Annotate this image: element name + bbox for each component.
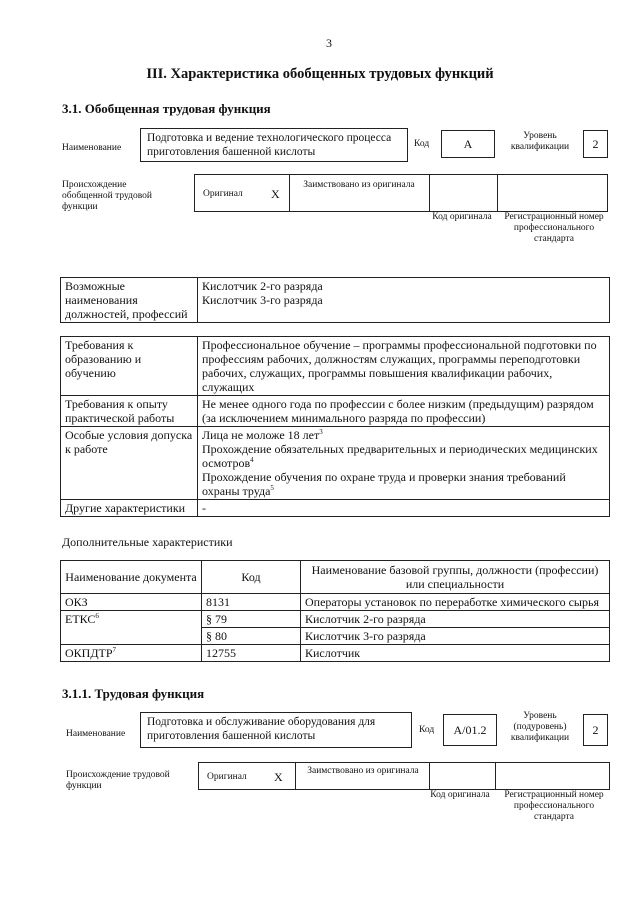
tf-code-original-caption: Код оригинала <box>430 790 490 800</box>
section-title: III. Характеристика обобщенных трудовых функций <box>146 66 494 82</box>
additional-name: Кислотчик 3-го разряда <box>301 628 610 645</box>
divider <box>495 763 496 789</box>
tf-original-mark: X <box>274 770 283 784</box>
footnote-ref: 7 <box>112 646 117 654</box>
req-experience-value: Не менее одного года по профессии с более низким (предыдущим) разрядом (за исключением минимального разряда по профессии) <box>198 396 610 427</box>
req-education-label: Требования к образованию и обучению <box>61 337 198 396</box>
req-special-value <box>198 427 610 500</box>
additional-code: 12755 <box>202 645 301 662</box>
additional-doc <box>61 645 202 662</box>
req-experience-label: Требования к опыту практической работы <box>61 396 198 427</box>
tf-origin-box <box>198 762 610 790</box>
gtf-original-mark: X <box>271 187 280 201</box>
additional-name: Кислотчик <box>301 645 610 662</box>
footnote-ref: 4 <box>250 456 254 464</box>
gtf-code-value: А <box>441 130 495 158</box>
doc-text: ЕТКС <box>65 612 96 626</box>
additional-name: Операторы установок по переработке химического сырья <box>301 594 610 611</box>
footnote-ref: 5 <box>270 484 274 492</box>
positions-values <box>198 278 610 323</box>
tf-name-value: Подготовка и обслуживание оборудования для приготовления башенной кислоты <box>140 712 412 748</box>
additional-code: § 80 <box>202 628 301 645</box>
footnote-ref: 6 <box>95 612 99 620</box>
divider <box>429 175 430 211</box>
divider <box>497 175 498 211</box>
additional-doc <box>61 594 202 611</box>
gtf-code-label: Код <box>414 139 430 149</box>
req-special-line <box>202 442 605 470</box>
gtf-origin-label: Происхождение обобщенной трудовой функции <box>62 180 152 212</box>
req-special-line <box>202 470 605 498</box>
additional-header-code: Код <box>202 561 301 594</box>
tf-level-label: Уровень (подуровень) квалификации <box>510 711 570 743</box>
gtf-name-value: Подготовка и ведение технологического процесса приготовления башенной кислоты <box>140 128 408 162</box>
tf-heading: 3.1.1. Трудовая функция <box>62 686 205 701</box>
table-row <box>61 594 610 611</box>
tf-reg-number-caption: Регистрационный номер профессионального стандарта <box>504 790 604 822</box>
tf-borrowed-label: Заимствовано из оригинала <box>307 766 419 776</box>
footnote-ref: 3 <box>319 428 323 436</box>
tf-origin-label: Происхождение трудовой функции <box>66 770 170 791</box>
additional-table <box>60 560 610 662</box>
gtf-code-original-caption: Код оригинала <box>432 212 492 222</box>
additional-doc <box>61 611 202 645</box>
divider <box>429 763 430 789</box>
req-education-value: Профессиональное обучение – программы профессиональной подготовки по профессиям рабочих, должностям служащих, программы переподготовки рабочих, служащих, программы повышения квалификации рабочих, служащих <box>198 337 610 396</box>
gtf-level-value: 2 <box>583 130 608 158</box>
doc-text: ОКПДТР <box>65 646 113 660</box>
req-special-line-text: Лица не моложе 18 лет <box>202 428 320 442</box>
additional-code: § 79 <box>202 611 301 628</box>
req-special-line-text: Прохождение обучения по охране труда и проверки знания требований охраны труда <box>202 470 566 498</box>
gtf-level-label: Уровень квалификации <box>510 131 570 152</box>
req-special-line-text: Прохождение обязательных предварительных и периодических медицинских осмотров <box>202 442 598 470</box>
divider <box>289 175 290 211</box>
position-item: Кислотчик 2-го разряда <box>202 279 323 293</box>
tf-code-value: A/01.2 <box>443 714 497 746</box>
positions-label: Возможные наименования должностей, профессий <box>61 278 198 323</box>
gtf-borrowed-label: Заимствовано из оригинала <box>303 180 415 190</box>
tf-name-label: Наименование <box>66 729 126 739</box>
req-special-line <box>202 428 605 442</box>
tf-original-label: Оригинал <box>207 772 247 782</box>
gtf-origin-box <box>194 174 608 212</box>
requirements-table <box>60 336 610 517</box>
gtf-name-label: Наименование <box>62 143 122 153</box>
gtf-heading: 3.1. Обобщенная трудовая функция <box>62 101 271 116</box>
req-other-label: Другие характеристики <box>61 500 198 517</box>
tf-level-value: 2 <box>583 714 608 746</box>
req-other-value: - <box>198 500 610 517</box>
position-item: Кислотчик 3-го разряда <box>202 293 323 307</box>
gtf-original-label: Оригинал <box>203 189 243 199</box>
doc-text: ОКЗ <box>65 595 88 609</box>
additional-header-doc: Наименование документа <box>61 561 202 594</box>
additional-name: Кислотчик 2-го разряда <box>301 611 610 628</box>
additional-code: 8131 <box>202 594 301 611</box>
additional-header-name: Наименование базовой группы, должности (профессии) или специальности <box>301 561 610 594</box>
additional-title: Дополнительные характеристики <box>62 535 233 549</box>
page-number: 3 <box>326 36 332 50</box>
table-row <box>61 645 610 662</box>
tf-code-label: Код <box>419 725 435 735</box>
req-special-label: Особые условия допуска к работе <box>61 427 198 500</box>
divider <box>295 763 296 789</box>
table-row <box>61 611 610 628</box>
positions-table <box>60 277 610 323</box>
gtf-reg-number-caption: Регистрационный номер профессионального стандарта <box>504 212 604 244</box>
